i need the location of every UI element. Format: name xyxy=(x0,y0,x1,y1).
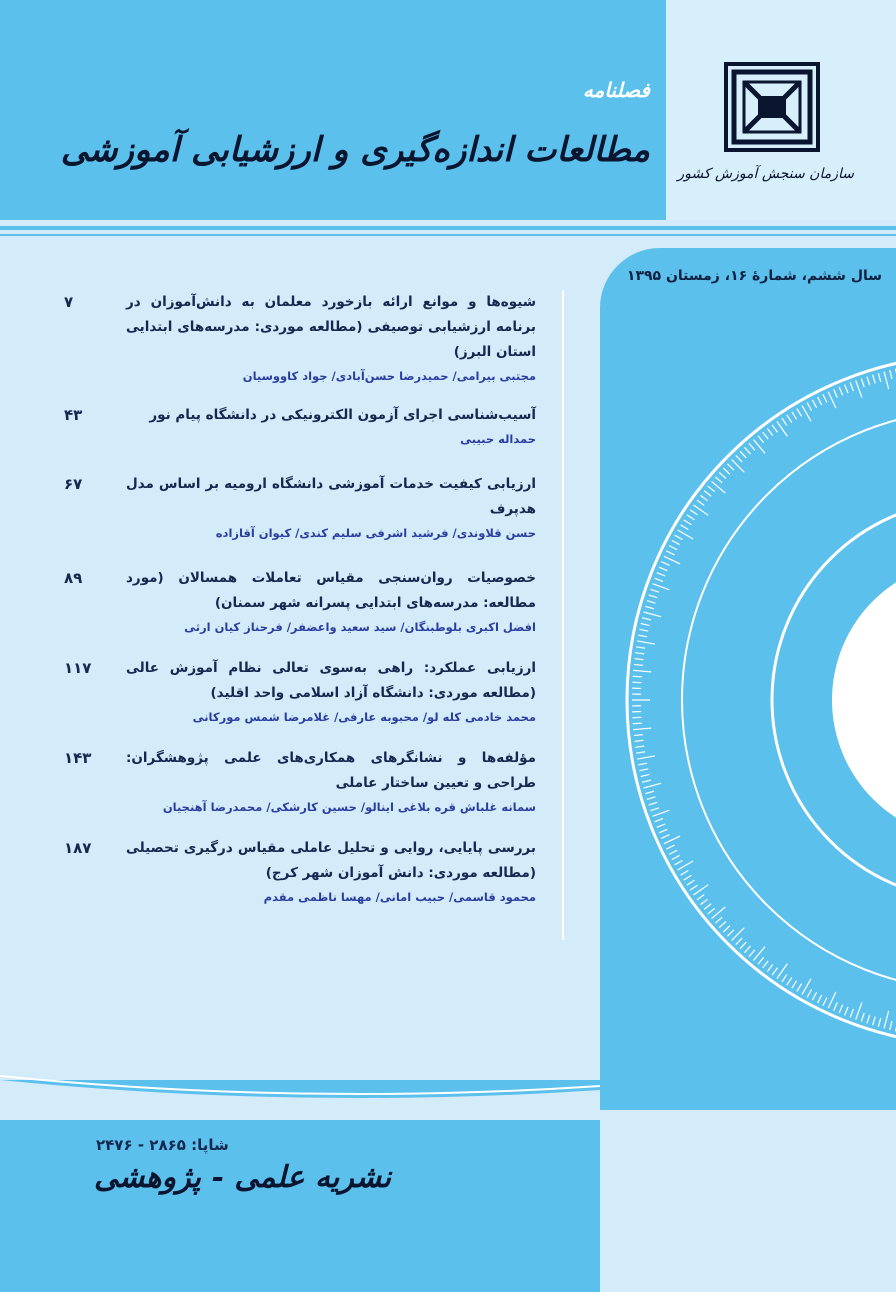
toc-page-number: ۴۳ xyxy=(64,406,83,424)
header-stripe xyxy=(0,226,896,230)
toc-page-number: ۱۱۷ xyxy=(64,659,92,677)
toc-authors: سمانه غلباش قره بلاغی اینالو/ حسین کارشکی/ محمدرضا آهنجیان xyxy=(162,800,536,814)
toc-authors: حمداله حبیبی xyxy=(460,432,536,446)
magazine-label: فصلنامه xyxy=(582,78,650,102)
content-divider xyxy=(562,290,564,940)
toc-page-number: ۸۹ xyxy=(64,569,83,587)
toc-article-title: مؤلفه‌ها و نشانگرهای همکاری‌های علمی پژوهشگران: طراحی و تعیین ساختار عاملی xyxy=(126,750,536,791)
dial-icon xyxy=(600,340,896,1100)
header-stripe-thin xyxy=(0,234,896,236)
toc-authors: افضل اکبری بلوطبنگان/ سید سعید واعضفر/ فرحناز کیان ارثی xyxy=(184,620,536,634)
toc-entry[interactable] xyxy=(64,746,536,818)
toc-entry[interactable] xyxy=(64,403,536,450)
toc-authors: مجتبی بیرامی/ حمیدرضا حسن‌آبادی/ جواد کاووسیان xyxy=(242,369,536,383)
issn: شاپا: ۲۸۶۵ - ۲۴۷۶ xyxy=(96,1136,229,1154)
toc-article-title: بررسی پایایی، روایی و تحلیل عاملی مقیاس درگیری تحصیلی (مطالعه موردی: دانش آموزان شهر کرج) xyxy=(126,840,536,881)
organization-name: سازمان سنجش آموزش کشور xyxy=(677,166,854,182)
table-of-contents xyxy=(64,290,536,922)
toc-page-number: ۱۸۷ xyxy=(64,839,92,857)
toc-entry[interactable] xyxy=(64,836,536,908)
toc-authors: محمود قاسمی/ حبیب امانی/ مهسا ناظمی مقدم xyxy=(263,890,536,904)
toc-authors: محمد خادمی کله لو/ محبوبه عارفی/ غلامرضا شمس مورکانی xyxy=(192,710,536,724)
toc-page-number: ۷ xyxy=(64,293,74,311)
toc-article-title: ارزیابی کیفیت خدمات آموزشی دانشگاه ارومیه بر اساس مدل هدپرف xyxy=(126,476,536,517)
journal-title: مطالعات اندازه‌گیری و ارزشیابی آموزشی xyxy=(60,130,650,170)
toc-entry[interactable] xyxy=(64,656,536,728)
toc-entry[interactable] xyxy=(64,290,536,387)
toc-article-title: ارزیابی عملکرد: راهی به‌سوی تعالی نظام آموزش عالی (مطالعه موردی: دانشگاه آزاد اسلامی واحد اقلید) xyxy=(126,660,536,701)
toc-article-title: خصوصیات روان‌سنجی مقیاس تعاملات همسالان (مورد مطالعه: مدرسه‌های ابتدایی پسرانه شهر سمنان) xyxy=(126,570,536,611)
toc-article-title: شیوه‌ها و موانع ارائه بازخورد معلمان به دانش‌آموزان در برنامه ارزشیابی توصیفی (مطالعه موردی: مدرسه‌های ابتدایی استان البرز) xyxy=(126,294,536,360)
toc-article-title: آسیب‌شناسی اجرای آزمون الکترونیکی در دانشگاه پیام نور xyxy=(149,407,536,423)
bottom-right-panel xyxy=(600,1110,896,1292)
publication-type: نشریه علمی - پژوهشی xyxy=(94,1160,392,1195)
toc-entry[interactable] xyxy=(64,566,536,638)
toc-entry[interactable] xyxy=(64,472,536,544)
issue-info: سال ششم، شمارۀ ۱۶، زمستان ۱۳۹۵ xyxy=(626,268,882,284)
toc-page-number: ۱۴۳ xyxy=(64,749,92,767)
toc-page-number: ۶۷ xyxy=(64,475,83,493)
toc-authors: حسن قلاوندی/ فرشید اشرفی سلیم کندی/ کیوان آقازاده xyxy=(215,526,536,540)
emblem-icon xyxy=(724,62,820,152)
